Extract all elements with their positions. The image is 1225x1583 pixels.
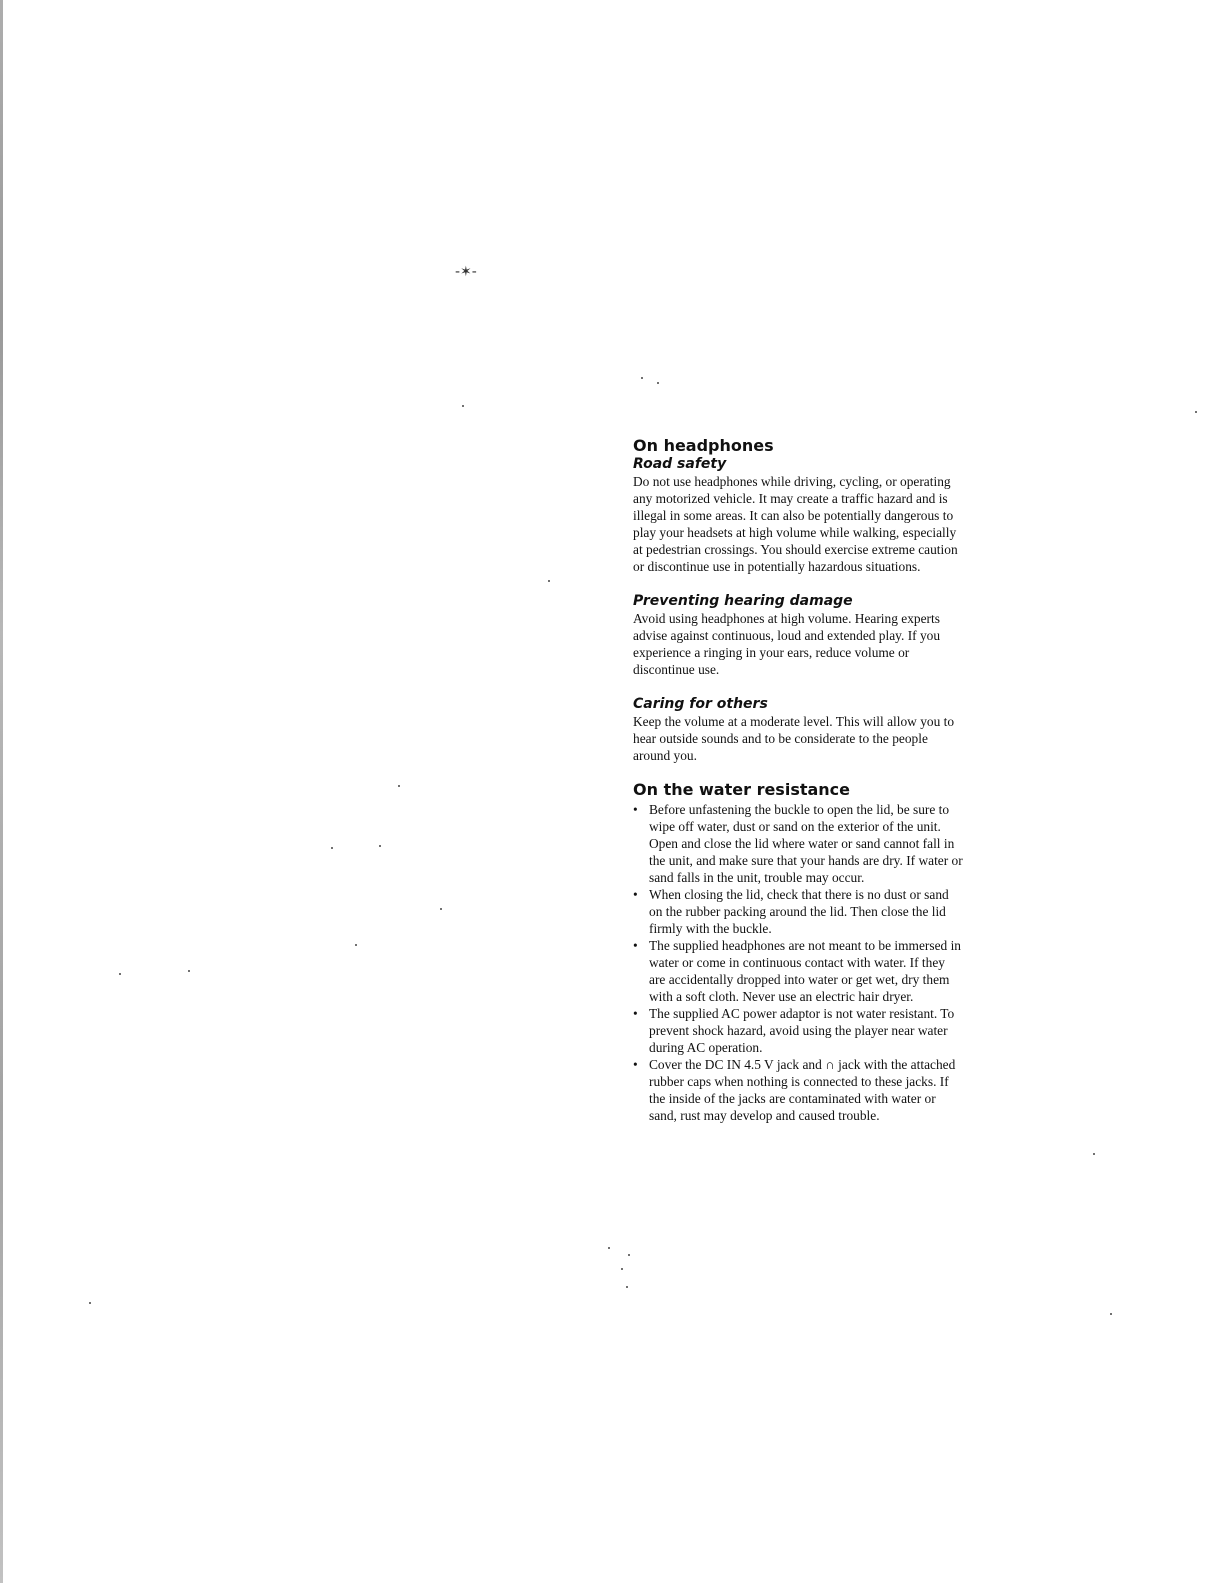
scan-speck <box>331 847 333 849</box>
bullet: • <box>633 1057 638 1072</box>
scan-speck <box>89 1302 91 1304</box>
scan-speck <box>608 1247 610 1249</box>
subheading-hearing-damage: Preventing hearing damage <box>633 593 853 609</box>
list-item-text: Before unfastening the buckle to open the lid, be sure to wipe off water, dust or sand on the exterior of the unit. Open and close the lid where water or sand cannot fall in the unit, and make sure that your hands are dry. If water or sand falls in the unit, trouble may occur. <box>649 802 963 885</box>
scan-speck <box>1093 1153 1095 1155</box>
scan-speck <box>657 382 659 384</box>
list-item <box>633 937 963 1005</box>
bullet: • <box>633 1006 638 1021</box>
scan-speck <box>188 970 190 972</box>
scan-speck <box>1110 1313 1112 1315</box>
scan-speck <box>440 908 442 910</box>
paragraph-hearing-damage: Avoid using headphones at high volume. Hearing experts advise against continuous, loud and extended play. If you experience a ringing in your ears, reduce volume or discontinue use. <box>633 611 941 677</box>
scan-edge <box>0 0 3 1583</box>
bullet: • <box>633 887 638 902</box>
water-resistance-list <box>633 801 963 1124</box>
list-item-text: When closing the lid, check that there is no dust or sand on the rubber packing around the lid. Then close the lid firmly with the buckle. <box>649 887 949 936</box>
scan-speck <box>119 973 121 975</box>
list-item <box>633 801 963 886</box>
headphones-section <box>633 436 963 764</box>
scan-speck <box>628 1254 630 1256</box>
scan-speck <box>1195 411 1197 413</box>
list-item-text: The supplied headphones are not meant to be immersed in water or come in continuous contact with water. If they are accidentally dropped into water or get wet, dry them with a soft cloth. Never use an electric hair dryer. <box>649 938 961 1004</box>
bullet: • <box>633 938 638 953</box>
scan-speck <box>641 377 643 379</box>
list-item-text: The supplied AC power adaptor is not water resistant. To prevent shock hazard, avoid using the player near water during AC operation. <box>649 1006 955 1055</box>
text-column <box>633 436 963 1124</box>
subheading-caring-for-others: Caring for others <box>633 696 768 712</box>
scan-speck <box>626 1286 628 1288</box>
paragraph-road-safety: Do not use headphones while driving, cycling, or operating any motorized vehicle. It may create a traffic hazard and is illegal in some areas. It can also be potentially dangerous to play your headsets at high volume while walking, especially at pedestrian crossings. You should exercise extreme caution or discontinue use in potentially hazardous situations. <box>633 474 958 574</box>
list-item <box>633 886 963 937</box>
list-item <box>633 1005 963 1056</box>
scan-mark: -✶- <box>455 264 477 280</box>
scan-speck <box>621 1268 623 1270</box>
section-title-water-resistance: On the water resistance <box>633 780 851 799</box>
scan-speck <box>355 944 357 946</box>
paragraph-caring-for-others: Keep the volume at a moderate level. This will allow you to hear outside sounds and to be considerate to the people around you. <box>633 714 955 763</box>
list-item-text: Cover the DC IN 4.5 V jack and ∩ jack with the attached rubber caps when nothing is connected to these jacks. If the inside of the jacks are contaminated with water or sand, rust may develop and caused trouble. <box>649 1057 956 1123</box>
subheading-road-safety: Road safety <box>633 456 727 472</box>
scan-speck <box>379 845 381 847</box>
section-title-headphones: On headphones <box>633 436 774 455</box>
scan-speck <box>548 580 550 582</box>
scan-speck <box>398 785 400 787</box>
water-resistance-section <box>633 780 963 1124</box>
scan-speck <box>462 405 464 407</box>
bullet: • <box>633 802 638 817</box>
list-item <box>633 1056 963 1124</box>
